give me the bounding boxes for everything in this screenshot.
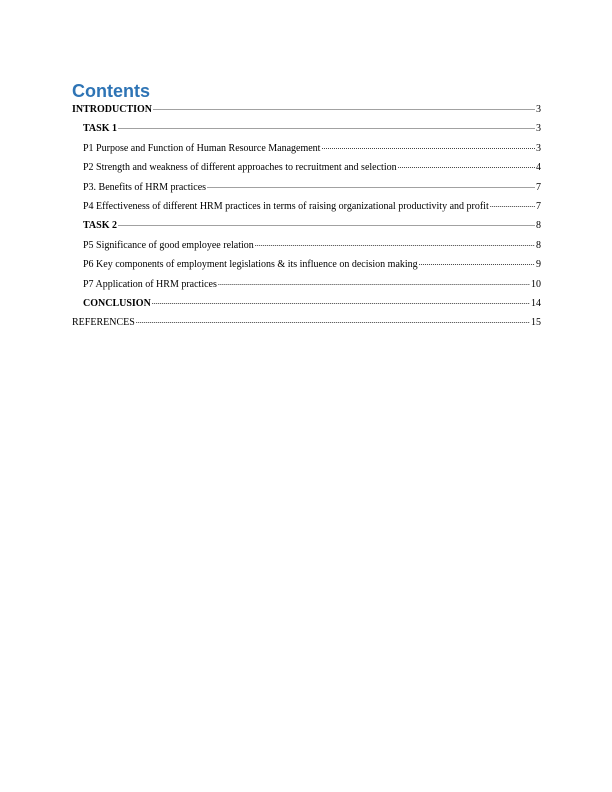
toc-entry-label: P4 Effectiveness of different HRM practices in terms of raising organizational productivity and profit <box>83 200 489 212</box>
toc-entry-label: TASK 2 <box>83 220 117 232</box>
toc-dot-leader <box>118 121 535 133</box>
toc-dot-leader <box>490 199 535 211</box>
toc-dot-leader <box>419 257 535 269</box>
toc-entry-label: P7 Application of HRM practices <box>83 278 217 290</box>
toc-entry-page-number: 3 <box>536 123 541 135</box>
toc-dot-leader <box>118 218 535 230</box>
toc-entry-page-number: 14 <box>531 297 541 309</box>
toc-dot-leader <box>152 296 530 308</box>
toc-entry-label: P1 Purpose and Function of Human Resource Management <box>83 142 321 154</box>
toc-entry-label: REFERENCES <box>72 317 135 329</box>
toc-entry[interactable] <box>72 182 541 201</box>
toc-entry-label: P5 Significance of good employee relation <box>83 239 254 251</box>
toc-entry-label: INTRODUCTION <box>72 104 153 115</box>
toc-title: Contents <box>72 81 150 101</box>
toc-entry-page-number: 4 <box>536 162 541 174</box>
table-of-contents <box>72 80 541 337</box>
toc-entry-label: P3. Benefits of HRM practices <box>83 181 207 193</box>
toc-entry[interactable] <box>72 317 541 336</box>
toc-dot-leader <box>321 141 535 153</box>
toc-entry-label: TASK 1 <box>83 123 117 135</box>
toc-entry-page-number: 10 <box>531 278 541 290</box>
toc-entry-page-number: 15 <box>531 317 541 329</box>
toc-dot-leader <box>218 277 530 289</box>
toc-dot-leader <box>153 102 535 114</box>
toc-entry-page-number: 9 <box>536 259 541 271</box>
toc-dot-leader <box>255 238 535 250</box>
toc-dot-leader <box>207 180 535 192</box>
toc-entry-page-number: 7 <box>536 200 541 212</box>
toc-entry-page-number: 8 <box>536 220 541 232</box>
toc-dot-leader <box>398 160 535 172</box>
toc-entry-page-number: 3 <box>536 142 541 154</box>
toc-dot-leader <box>136 315 530 327</box>
toc-entry-label: CONCLUSION <box>83 297 151 309</box>
toc-entry-label: P2 Strength and weakness of different approaches to recruitment and selection <box>83 162 397 174</box>
toc-entry-page-number: 8 <box>536 239 541 251</box>
toc-entry-label: P6 Key components of employment legislations & its influence on decision making <box>83 259 418 271</box>
toc-entry-page-number: 3 <box>536 104 541 115</box>
toc-entry-list <box>72 104 541 337</box>
toc-entry-page-number: 7 <box>536 181 541 193</box>
